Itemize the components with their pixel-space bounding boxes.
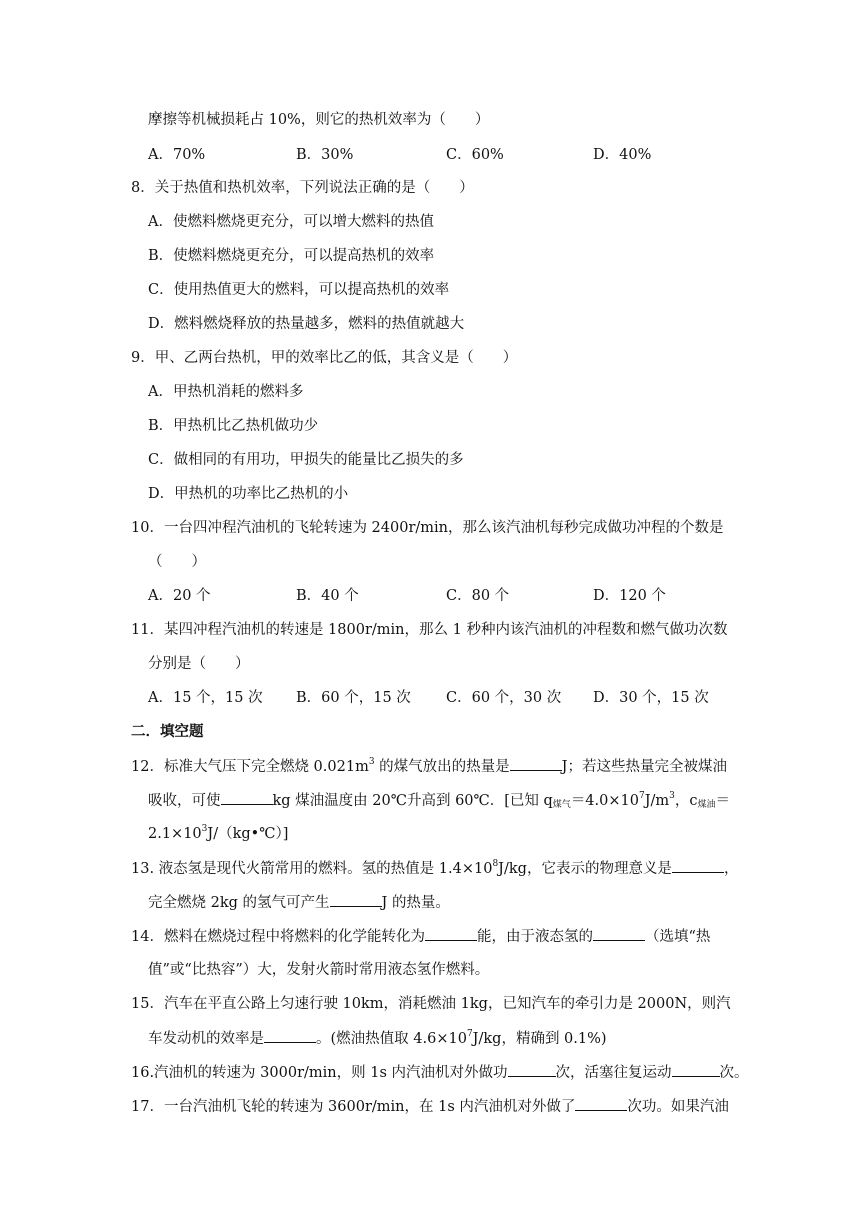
q14-line-2: 值”或“比热容”）大，发射火箭时常用液态氢作燃料。: [148, 962, 490, 978]
q11-stem-continued: 分别是（ ）: [148, 656, 250, 672]
q9-option-a: A．甲热机消耗的燃料多: [148, 384, 304, 400]
q7-option-d: D．40%: [593, 147, 652, 163]
q15-line-2: 车发动机的效率是 。(燃油热值取 $4.6\times 10^7J/kg$，精确到 0.1%): [148, 1029, 607, 1047]
q7-stem-continued: 摩擦等机械损耗占 10%，则它的热机效率为（ ）: [148, 112, 490, 128]
q13-blank-meaning[interactable]: [672, 858, 724, 873]
q11-option-c: C．60 个，30 次: [446, 690, 562, 706]
q14-line-1: 14．燃料在燃烧过程中将燃料的化学能转化为 能，由于液态氢的 （选填“热: [131, 926, 710, 947]
q16-blank-work[interactable]: [508, 1062, 556, 1077]
q7-option-a: A．70%: [148, 147, 206, 163]
q8-option-b: B．使燃料燃烧更充分，可以提高热机的效率: [148, 248, 435, 264]
q7-option-c: C．60%: [446, 147, 504, 163]
q13-blank-heat[interactable]: [330, 892, 382, 907]
q8-option-d: D．燃料燃烧释放的热量越多，燃料的热值就越大: [148, 316, 465, 332]
q14-blank-property[interactable]: [593, 926, 645, 941]
q10-option-d: D．120 个: [593, 588, 666, 604]
q10-stem: 10．一台四冲程汽油机的飞轮转速为 2400r/min，那么该汽油机每秒完成做功冲程的个数是: [131, 520, 724, 536]
q17-line: 17．一台汽油机飞轮的转速为 3600r/min，在 1s 内汽油机对外做了 次功。如果汽油: [131, 1096, 729, 1117]
q8-option-a: A．使燃料燃烧更充分，可以增大燃料的热值: [148, 214, 434, 230]
section-fill-in-heading: 二．填空题: [131, 723, 204, 740]
q13-line-2: 完全燃烧 2kg 的氢气可产生 J 的热量。: [148, 892, 450, 913]
q15-line-1: 15．汽车在平直公路上匀速行驶 10km，消耗燃油 1kg，已知汽车的牵引力是 2000N，则汽: [131, 996, 731, 1012]
q10-option-a: A．20 个: [148, 588, 211, 604]
q15-blank-efficiency[interactable]: [264, 1028, 316, 1043]
q12-blank-heat[interactable]: [510, 756, 562, 771]
q13-line-1: 13. 液态氢是现代火箭常用的燃料。氢的热值是 $1.4\times 10^8J/kg$，它表示的物理意义是 ，: [131, 859, 739, 877]
q9-option-c: C．做相同的有用功，甲损失的能量比乙损失的多: [148, 452, 464, 468]
q11-stem: 11．某四冲程汽油机的转速是 1800r/min，那么 1 秒种内该汽油机的冲程数和燃气做功次数: [131, 622, 728, 638]
q17-blank-work[interactable]: [575, 1096, 627, 1111]
q8-stem: 8．关于热值和热机效率，下列说法正确的是（ ）: [131, 180, 474, 196]
q9-option-b: B．甲热机比乙热机做功少: [148, 418, 319, 434]
q12-line-2: 吸收，可使 kg 煤油温度由 20℃升高到 60℃．[已知 $q_{煤气}=4.0\times 10^7J/m^3$，$c_{煤油}=$: [148, 791, 731, 810]
q14-blank-energy[interactable]: [425, 926, 477, 941]
q8-option-c: C．使用热值更大的燃料，可以提高热机的效率: [148, 282, 450, 298]
q12-line-1: 12．标准大气压下完全燃烧 $0.021m^3$ 的煤气放出的热量是 J；若这些热量完全被煤油: [131, 757, 727, 775]
q16-line: 16.汽油机的转速为 3000r/min，则 1s 内汽油机对外做功 次，活塞往复运动 次。: [131, 1062, 749, 1083]
q12-line-3: $2.1\times 10^3J/(kg•℃)$]: [148, 824, 289, 842]
q7-option-b: B．30%: [296, 147, 354, 163]
q10-option-c: C．80 个: [446, 588, 510, 604]
q10-answer-paren: （ ）: [148, 554, 206, 570]
q11-option-b: B．60 个，15 次: [296, 690, 411, 706]
q11-option-d: D．30 个，15 次: [593, 690, 709, 706]
q12-blank-mass[interactable]: [221, 790, 273, 805]
q9-stem: 9．甲、乙两台热机，甲的效率比乙的低，其含义是（ ）: [131, 350, 518, 366]
q11-option-a: A．15 个，15 次: [148, 690, 263, 706]
q16-blank-strokes[interactable]: [672, 1062, 720, 1077]
q9-option-d: D．甲热机的功率比乙热机的小: [148, 486, 349, 502]
q10-option-b: B．40 个: [296, 588, 359, 604]
